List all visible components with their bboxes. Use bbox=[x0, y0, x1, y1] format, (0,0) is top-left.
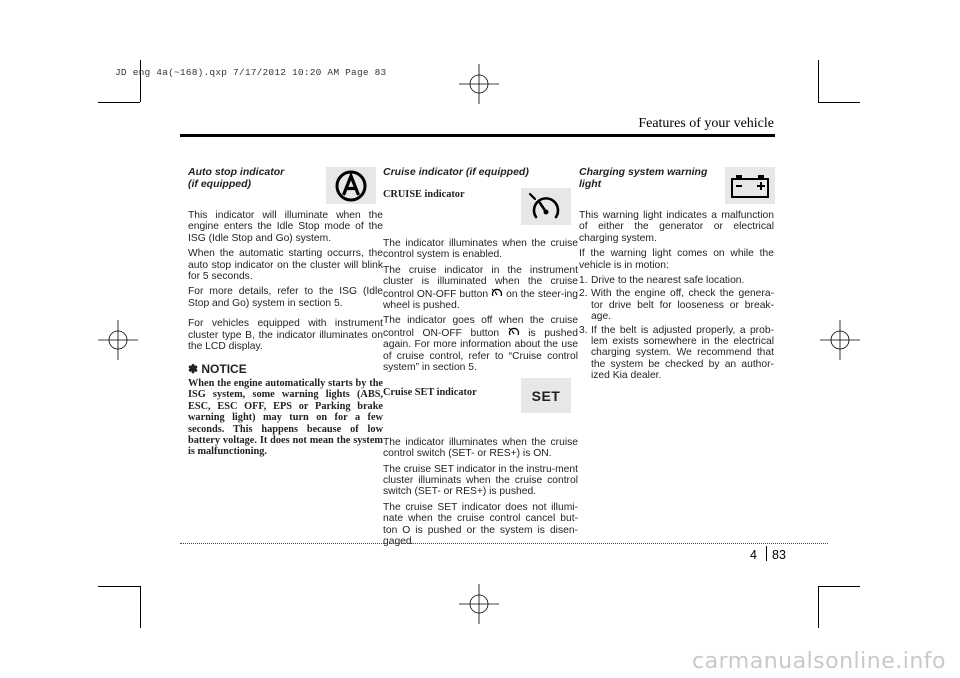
sub-heading: Cruise SET indicator bbox=[383, 387, 477, 399]
crop-mark bbox=[140, 586, 141, 628]
cruise-icon-box bbox=[521, 188, 571, 225]
set-icon-box bbox=[521, 378, 571, 413]
cruise-speedometer-icon bbox=[528, 192, 564, 222]
list-item: 3. If the belt is adjusted properly, a prob-lem exists somewhere in the electrical charging system. We recommend that the system be checked by an author-ized Kia dealer. bbox=[579, 324, 774, 382]
crop-mark bbox=[818, 60, 819, 102]
section-heading: Auto stop indicator (if equipped) bbox=[188, 166, 285, 190]
page-number: 83 bbox=[772, 548, 786, 562]
paragraph: The indicator goes off when the cruise control ON-OFF button is pushed again. For more information about the use of cruise control, refer to “Cruise control system” in section 5. bbox=[383, 315, 578, 373]
registration-mark-icon bbox=[459, 584, 499, 624]
crop-mark bbox=[98, 586, 140, 587]
registration-mark-icon bbox=[98, 320, 138, 360]
sub-heading: CRUISE indicator bbox=[383, 188, 465, 200]
section-number: 4 bbox=[750, 548, 757, 562]
print-slug: JD eng 4a(~168).qxp 7/17/2012 10:20 AM Page 83 bbox=[115, 67, 387, 78]
section-heading: Charging system warning light bbox=[579, 166, 708, 190]
paragraph: When the automatic starting occurrs, the auto stop indicator on the cluster will blink for 5 seconds. bbox=[188, 248, 383, 283]
cruise-button-icon bbox=[491, 288, 503, 298]
crop-mark bbox=[98, 102, 140, 103]
paragraph: For vehicles equipped with instrument cluster type B, the indicator illuminates on the LCD display. bbox=[188, 318, 383, 353]
notice-title: ✽ NOTICE bbox=[188, 362, 247, 377]
auto-stop-A-icon bbox=[333, 170, 369, 202]
notice-body: When the engine automatically starts by the ISG system, some warning lights (ABS, ESC, ESC OFF, EPS or Parking brake warning light) may turn on for a few seconds. This happens because of low battery voltage. It does not mean the system is malfunctioning. bbox=[188, 377, 383, 458]
paragraph: This indicator will illuminate when the engine enters the Idle Stop mode of the ISG (Idle Stop and Go) system. bbox=[188, 210, 383, 244]
battery-icon-box bbox=[725, 167, 775, 204]
header-rule bbox=[180, 134, 775, 137]
paragraph: The indicator illuminates when the cruise control switch (SET- or RES+) is ON. bbox=[383, 436, 578, 460]
cruise-button-icon bbox=[508, 327, 520, 337]
page-header-title: Features of your vehicle bbox=[638, 116, 774, 131]
crop-mark bbox=[818, 586, 819, 628]
registration-mark-icon bbox=[459, 64, 499, 104]
column-auto-stop bbox=[188, 167, 383, 462]
steps-list bbox=[579, 275, 774, 382]
registration-mark-icon bbox=[820, 320, 860, 360]
footer-rule bbox=[180, 543, 828, 544]
watermark-text: carmanualsonline.info bbox=[692, 649, 946, 674]
list-item: 1. Drive to the nearest safe location. bbox=[579, 275, 745, 287]
section-heading: Cruise indicator (if equipped) bbox=[383, 166, 529, 178]
list-item: 2. With the engine off, check the genera-tor drive belt for looseness or break-age. bbox=[579, 288, 774, 323]
paragraph: This warning light indicates a malfunction of either the generator or electrical charging system. bbox=[579, 210, 774, 244]
paragraph: The cruise SET indicator does not illumi-nate when the cruise control cancel but-ton O is pushed or the system is disen-gaged. bbox=[383, 501, 578, 548]
battery-icon bbox=[730, 174, 770, 198]
crop-mark bbox=[818, 102, 860, 103]
paragraph: The cruise SET indicator in the instru-ment cluster illuminats when the cruise control switch (SET- or RES+) is pushed. bbox=[383, 463, 578, 498]
paragraph: The indicator illuminates when the cruise control system is enabled. bbox=[383, 237, 578, 261]
auto-stop-icon-box bbox=[326, 167, 376, 204]
paragraph: For more details, refer to the ISG (Idle Stop and Go) system in section 5. bbox=[188, 286, 383, 309]
paragraph: The cruise indicator in the instrument cluster is illuminated when the cruise control ON-OFF button on the steer-ing wheel is pushed. bbox=[383, 264, 578, 311]
page-divider bbox=[766, 546, 767, 561]
paragraph: If the warning light comes on while the vehicle is in motion: bbox=[579, 248, 774, 271]
crop-mark bbox=[818, 586, 860, 587]
set-indicator-label: SET bbox=[531, 387, 561, 404]
